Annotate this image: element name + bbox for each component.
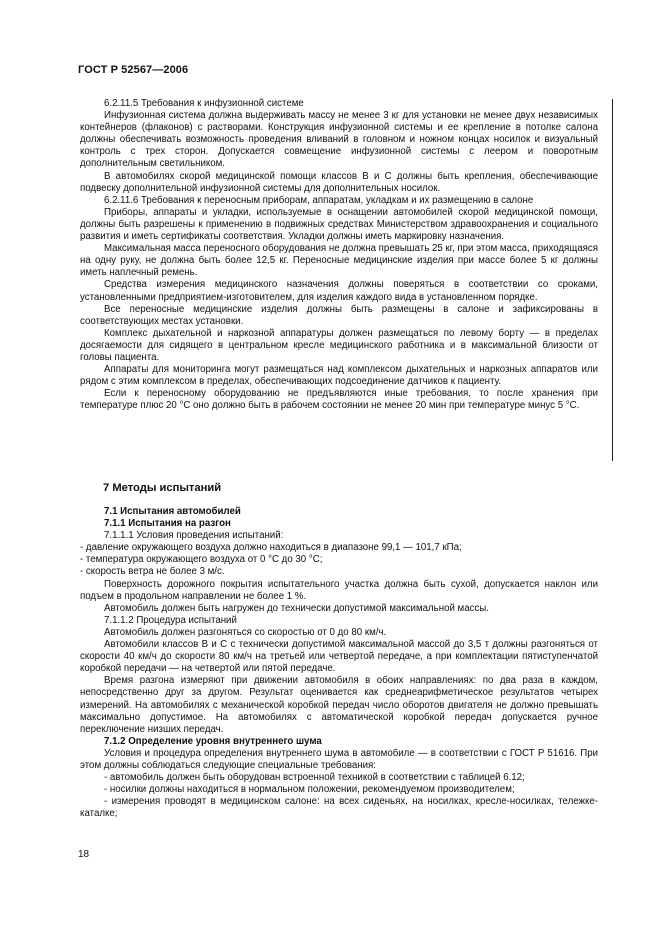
list-item: - давление окружающего воздуха должно находиться в диапазоне 99,1 — 101,7 кПа;: [80, 542, 462, 554]
list-item: - измерения проводят в медицинском салоне: на всех сиденьях, на носилках, кресле-носилках, тележке-каталке;: [80, 796, 598, 820]
paragraph: Инфузионная система должна выдерживать массу не менее 3 кг для установки не менее двух независимых контейнеров (флаконов) с растворами. Конструкция инфузионной системы и ее крепление в потолке салона должны обеспечивать возможность проведения вливаний в головном и ножном концах носилок и визуальный контроль с трех сторон. Допускается совмещение инфузионной системы с леером и поворотным дополнительным светильником.: [80, 110, 598, 170]
section-7-title: 7 Методы испытаний: [103, 482, 222, 494]
paragraph: Время разгона измеряют при движении автомобиля в обоих направлениях: по два раза в каждом, непосредственно друг за другом. Результат оценивается как среднеарифметическое результатов четырех измерений. На автомобилях с механической коробкой передач число оборотов двигателя не должно превышать максимально допустимое. На автомобилях с автоматической коробкой передач допускается ручное переключение низших передач.: [80, 675, 598, 735]
paragraph: Автомобили классов В и С с технически допустимой максимальной массой до 3,5 т должны разгоняться от скорости 40 км/ч до скорости 80 км/ч на третьей или четвертой передаче, а при комплектации пятиступенчатой коробкой передачи — на четвертой или пятой передаче.: [80, 639, 598, 675]
heading-7-1-1-1: 7.1.1.1 Условия проведения испытаний:: [104, 530, 284, 542]
paragraph: Условия и процедура определения внутреннего шума в автомобиле — в соответствии с ГОСТ Р 51616. При этом должны соблюдаться следующие специальные требования:: [80, 747, 598, 771]
document-header: ГОСТ Р 52567—2006: [78, 64, 189, 76]
paragraph: Все переносные медицинские изделия должны быть размещены в салоне и зафиксированы в соответствующих местах установки.: [80, 303, 598, 327]
paragraph: Аппараты для мониторинга могут размещаться над комплексом дыхательных и наркозных аппаратов или рядом с этим комплексом в пределах, обеспечивающих подсоединение датчиков к пациенту.: [80, 364, 598, 388]
paragraph: Автомобиль должен быть нагружен до технически допустимой максимальной массы.: [104, 602, 489, 614]
page-number: 18: [78, 849, 90, 860]
section-6-2-11-text: [80, 98, 598, 412]
list-item: - автомобиль должен быть оборудован встроенной техникой в соответствии с таблицей 6.12;: [104, 772, 525, 784]
paragraph: Автомобиль должен разгоняться со скоростью от 0 до 80 км/ч.: [104, 626, 387, 638]
heading-7-1-1: 7.1.1 Испытания на разгон: [104, 518, 231, 530]
list-item: - температура окружающего воздуха от 0 °С до 30 °С;: [80, 554, 323, 566]
paragraph: Поверхность дорожного покрытия испытательного участка должна быть сухой, допускается наклон или подъем в продольном направлении не более 1 %.: [80, 578, 598, 602]
heading-7-1-1-2: 7.1.1.2 Процедура испытаний: [104, 614, 237, 626]
paragraph: В автомобилях скорой медицинской помощи классов В и С должны быть крепления, обеспечивающие подвеску дополнительной инфузионной системы для дополнительных носилок.: [80, 170, 598, 194]
paragraph: Максимальная масса переносного оборудования не должна превышать 25 кг, при этом масса, приходящаяся на одну руку, не должна быть более 12,5 кг. Переносные медицинские изделия при массе более 5 кг должны иметь наплечный ремень.: [80, 243, 598, 279]
paragraph: Приборы, аппараты и укладки, используемые в оснащении автомобилей скорой медицинской помощи, должны быть разрешены к применению в подвижных средствах Министерством здравоохранения и социального развития и иметь сертификаты соответствия. Укладки должны иметь маркировку назначения.: [80, 206, 598, 243]
heading-6-2-11-6: 6.2.11.6 Требования к переносным приборам, аппаратам, укладкам и их размещению в салоне: [104, 194, 534, 206]
paragraph: Если к переносному оборудованию не предъявляются иные требования, то после хранения при температуре плюс 20 °С оно должно быть в рабочем состоянии не менее 20 мин при температуре минус 5 °С.: [80, 388, 598, 412]
list-item: - носилки должны находиться в нормальном положении, рекомендуемом производителем;: [104, 784, 515, 796]
list-item: - скорость ветра не более 3 м/с.: [80, 566, 225, 578]
paragraph: Комплекс дыхательной и наркозной аппаратуры должен размещаться по левому борту — в пределах досягаемости для сидящего в центральном кресле медицинского работника и в максимальной близости от головы пациента.: [80, 327, 598, 363]
heading-7-1: 7.1 Испытания автомобилей: [104, 506, 241, 517]
heading-6-2-11-5: 6.2.11.5 Требования к инфузионной системе: [104, 98, 304, 109]
change-bar: [612, 99, 613, 461]
heading-7-1-2: 7.1.2 Определение уровня внутреннего шума: [104, 735, 322, 747]
section-7-text: [80, 506, 598, 820]
paragraph: Средства измерения медицинского назначения должны поверяться в соответствии со сроками, установленными предприятием-изготовителем, для изделия каждого вида в установленном порядке.: [80, 279, 598, 303]
